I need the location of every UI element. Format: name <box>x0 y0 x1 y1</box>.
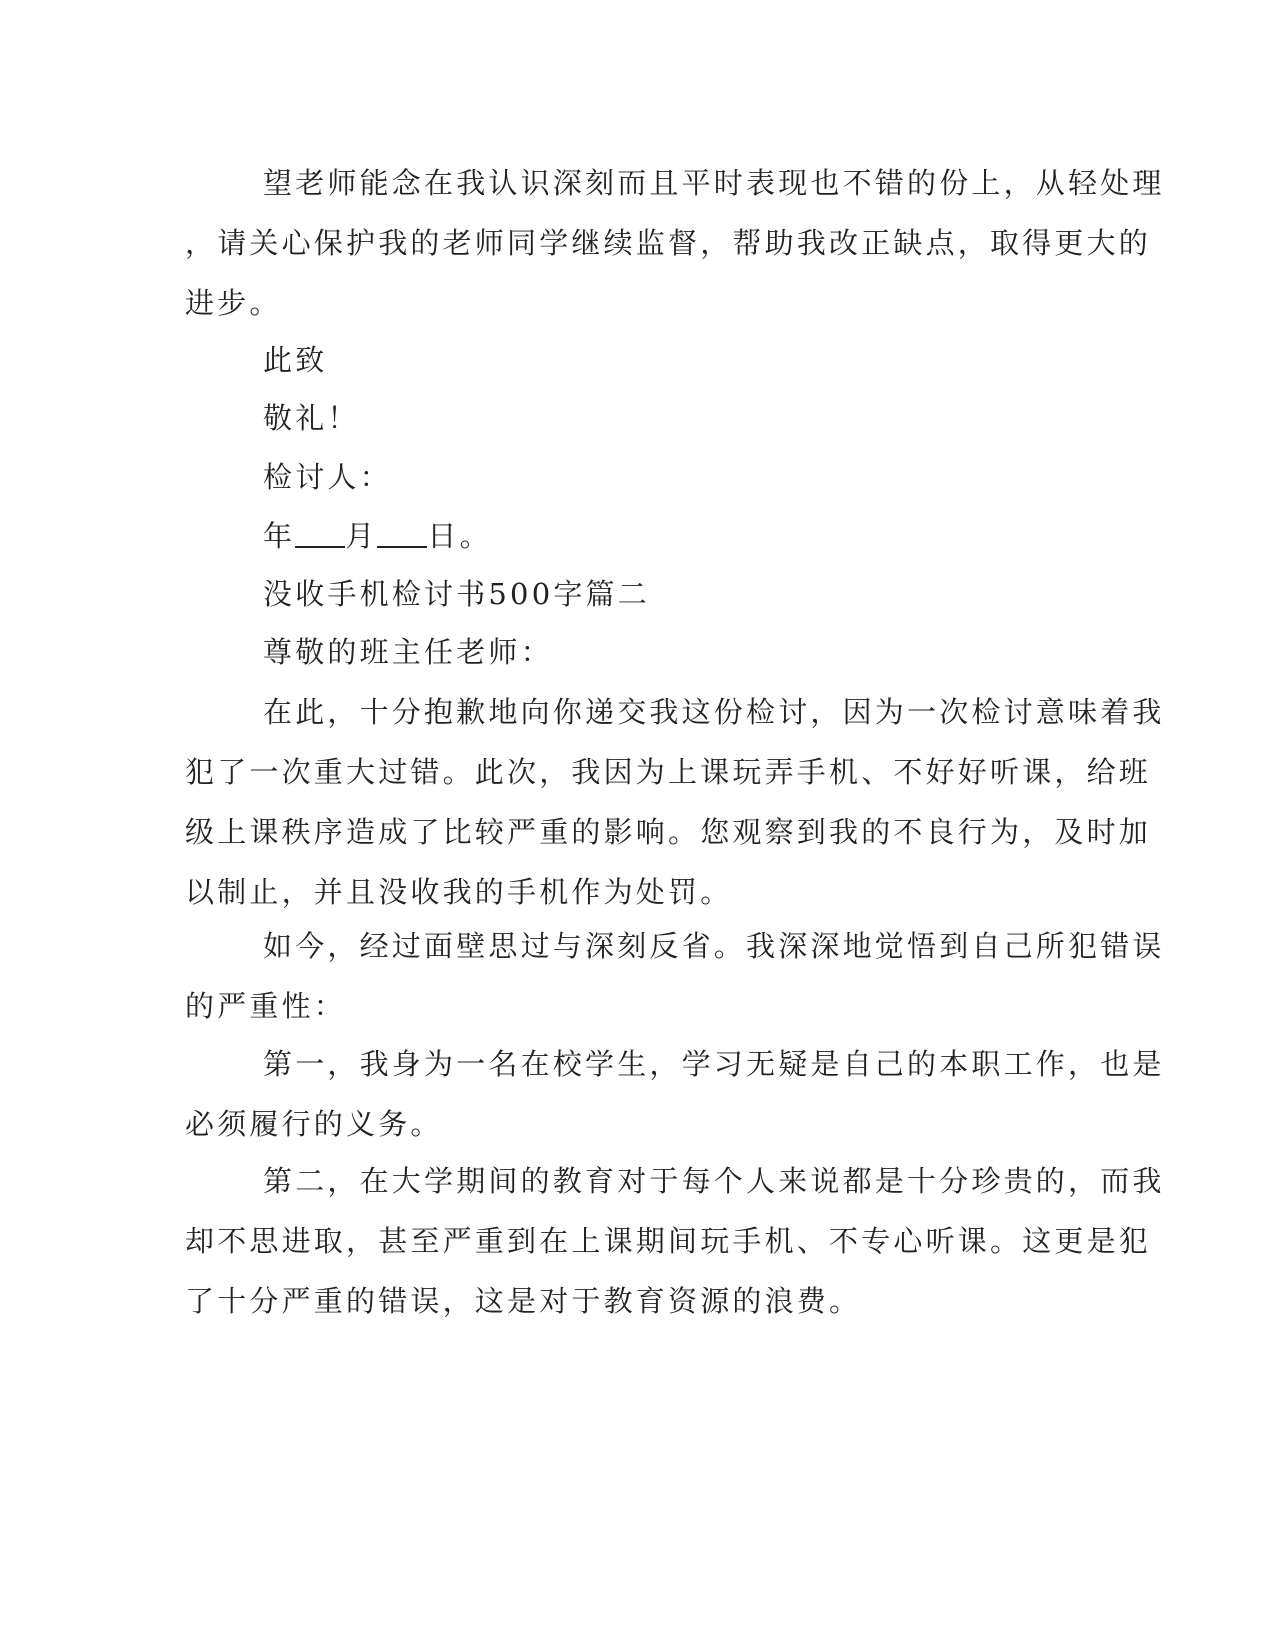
text-line: 的严重性： <box>185 989 347 1023</box>
signature-label: 检讨人： <box>263 460 392 494</box>
date-day: 日。 <box>427 519 492 553</box>
closing-line <box>263 330 1090 390</box>
paragraph <box>185 682 1165 922</box>
text-line: 级上课秩序造成了比较严重的影响。您观察到我的不良行为，及时加 <box>185 815 1152 849</box>
date-text <box>263 506 1090 566</box>
text-line: 进步。 <box>185 286 282 320</box>
section-title-text: 没收手机检讨书500字篇二 <box>263 577 650 611</box>
text-line: 了十分严重的错误，这是对于教育资源的浪费。 <box>185 1284 862 1318</box>
text-line: 以制止，并且没收我的手机作为处罚。 <box>185 875 733 909</box>
text-line: 必须履行的义务。 <box>185 1107 443 1141</box>
date-blank-day <box>377 516 427 548</box>
closing-line <box>263 388 1090 448</box>
text-line: 第二，在大学期间的教育对于每个人来说都是十分珍贵的，而我 <box>263 1164 1165 1198</box>
date-line <box>263 506 1090 566</box>
text-line: 在此，十分抱歉地向你递交我这份检讨，因为一次检讨意味着我 <box>263 695 1165 729</box>
text-line: 却不思进取，甚至严重到在上课期间玩手机、不专心听课。这更是犯 <box>185 1224 1152 1258</box>
text-line: 望老师能念在我认识深刻而且平时表现也不错的份上，从轻处理 <box>263 166 1165 200</box>
salutation-text: 尊敬的班主任老师： <box>263 635 553 669</box>
paragraph <box>185 1034 1165 1154</box>
text-line: 如今，经过面壁思过与深刻反省。我深深地觉悟到自己所犯错误 <box>263 929 1165 963</box>
signature-line <box>263 447 1090 507</box>
paragraph <box>185 1151 1165 1331</box>
date-blank-month <box>295 516 345 548</box>
paragraph <box>185 916 1165 1036</box>
closing-text: 此致 <box>263 343 328 377</box>
salutation <box>263 622 1090 682</box>
paragraph-continuation <box>185 153 1165 333</box>
text-line: ，请关心保护我的老师同学继续监督，帮助我改正缺点，取得更大的 <box>185 226 1152 260</box>
date-month: 月 <box>345 519 378 553</box>
date-year: 年 <box>263 519 296 553</box>
closing-text: 敬礼！ <box>263 401 360 435</box>
text-line: 犯了一次重大过错。此次，我因为上课玩弄手机、不好好听课，给班 <box>185 755 1152 789</box>
text-line: 第一，我身为一名在校学生，学习无疑是自己的本职工作，也是 <box>263 1047 1165 1081</box>
section-title <box>263 564 1090 624</box>
